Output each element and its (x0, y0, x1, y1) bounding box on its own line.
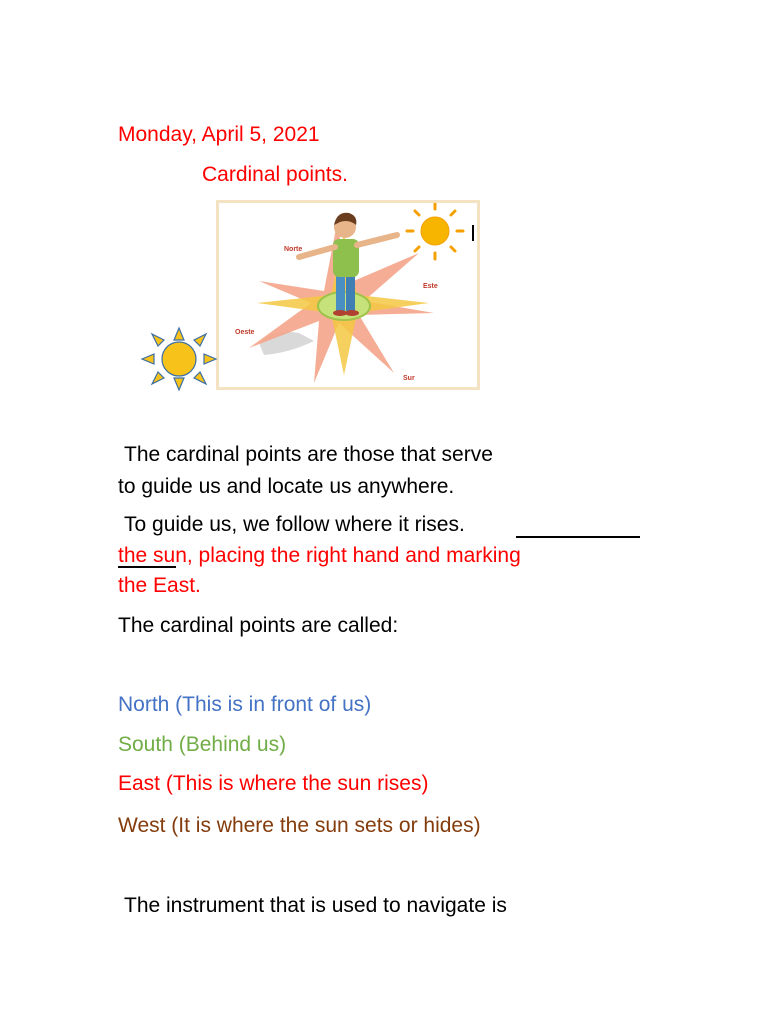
called-heading: The cardinal points are called: (118, 614, 399, 637)
paragraph-2-line-1: To guide us, we follow where it rises. (124, 513, 465, 536)
label-este: Este (423, 283, 438, 290)
paragraph-2-line-3: the East. (118, 574, 201, 597)
boy-arm-right (357, 235, 397, 245)
underline-the-su (118, 566, 176, 568)
point-north: North (This is in front of us) (118, 693, 372, 716)
boy-leg-right (346, 275, 355, 311)
point-east: East (This is where the sun rises) (118, 772, 429, 795)
sun-icon (140, 326, 218, 392)
edge-mark (472, 225, 474, 241)
page-title: Cardinal points. (202, 163, 348, 186)
fill-in-blank-line (516, 536, 640, 538)
paragraph-1-line-1: The cardinal points are those that serve (124, 443, 493, 466)
label-norte: Norte (284, 246, 303, 253)
compass-rose-illustration (219, 203, 477, 387)
date-heading: Monday, April 5, 2021 (118, 123, 320, 146)
label-sur: Sur (403, 375, 415, 382)
boy-arm-left (299, 247, 335, 257)
boy-shoe-left (333, 310, 347, 316)
point-west: West (It is where the sun sets or hides) (118, 814, 481, 837)
boy-leg-left (336, 275, 345, 311)
paragraph-2-line-2: the sun, placing the right hand and marking (118, 544, 521, 567)
closing-line: The instrument that is used to navigate is (124, 894, 507, 917)
label-oeste: Oeste (235, 329, 255, 336)
cardinal-points-illustration (216, 200, 480, 390)
boy-shoe-right (345, 310, 359, 316)
sun-illustration-right (407, 203, 463, 259)
point-south: South (Behind us) (118, 733, 287, 756)
paragraph-1-line-2: to guide us and locate us anywhere. (118, 475, 455, 498)
